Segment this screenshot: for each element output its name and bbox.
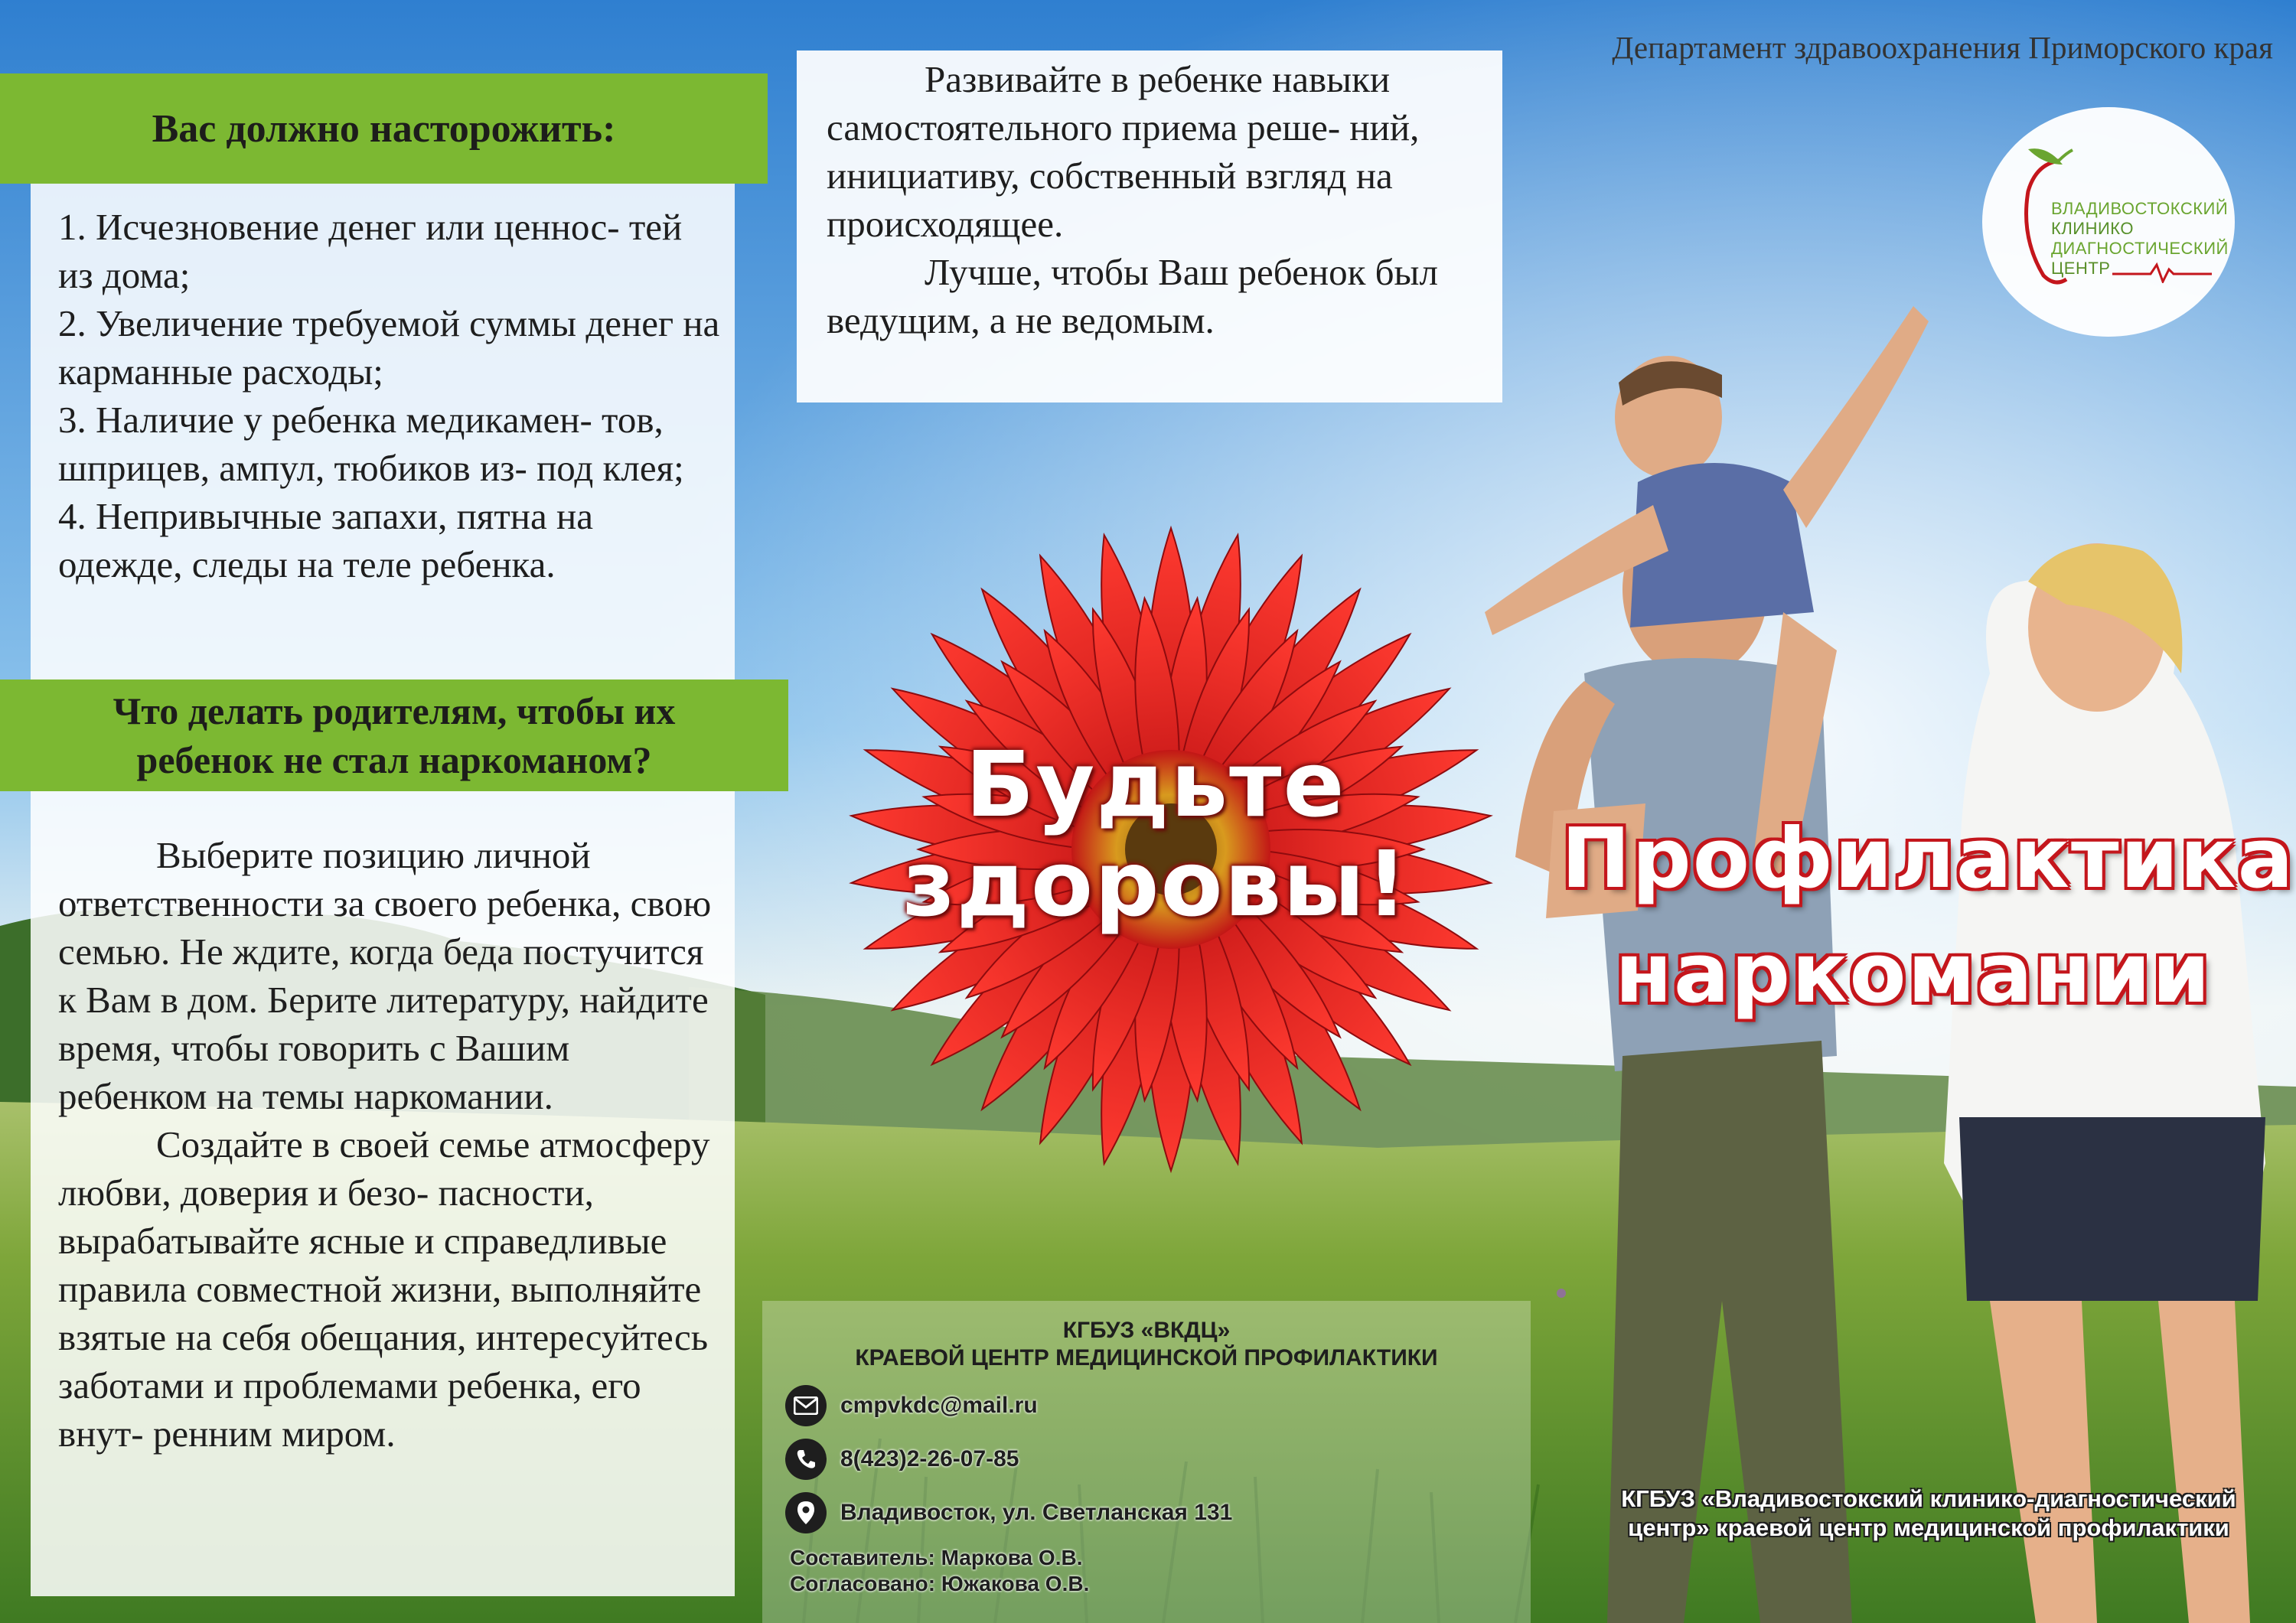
slogan — [880, 732, 1431, 937]
slogan-line2: здоровы! — [902, 831, 1409, 937]
department-name: Департамент здравоохранения Приморского края — [1612, 30, 2273, 65]
parents-heading: Что делать родителям, чтобы их ребенок не стал наркоманом? — [0, 680, 788, 791]
compiler: Составитель: Маркова О.В. — [790, 1546, 1083, 1569]
location-pin-icon — [785, 1492, 827, 1533]
email-link[interactable]: cmpvkdc@mail.ru — [840, 1393, 1038, 1418]
institution-line-2: центр» краевой центр медицинской профилактики — [1628, 1514, 2229, 1541]
institution-caption — [1577, 1484, 2281, 1543]
alert-item: 4. Непривычные запахи, пятна на одежде, следы на теле ребенка. — [58, 495, 593, 585]
logo-text-line4: ЦЕНТР — [2051, 259, 2111, 278]
logo-text-line3: ДИАГНОСТИЧЕСКИЙ — [2051, 239, 2229, 258]
main-title — [1561, 802, 2295, 1031]
parents-paragraph-1: Выберите позицию личной ответственности за своего ребенка, свою семью. Не ждите, когда беда постучится к Вам в дом. Берите литературу, найдите время, чтобы говорить с Вашим ребенком на темы наркомании. — [58, 834, 712, 1117]
org-line-2: КРАЕВОЙ ЦЕНТР МЕДИЦИНСКОЙ ПРОФИЛАКТИКИ — [855, 1345, 1438, 1370]
address-row — [785, 1492, 1232, 1533]
email-row — [785, 1385, 1038, 1426]
alert-item: 3. Наличие у ребенка медикамен- тов, шприцев, ампул, тюбиков из- под клея; — [58, 399, 684, 489]
slogan-line1: Будьте — [965, 732, 1346, 837]
main-title-line2: наркомании — [1615, 926, 2212, 1022]
alert-list — [58, 203, 724, 588]
heartbeat-line-icon — [2112, 260, 2212, 283]
independence-text — [827, 55, 1485, 344]
phone-number[interactable]: 8(423)2-26-07-85 — [840, 1446, 1019, 1471]
logo-text-line1: ВЛАДИВОСТОКСКИЙ — [2051, 199, 2229, 218]
vkdc-logo — [1982, 107, 2235, 337]
parents-paragraph-2: Создайте в своей семье атмосферу любви, доверия и безо- пасности, вырабатывайте ясные и справедливые правила совместной жизни, выполняйте взятые на себя обещания, интересуйтесь заботами и проблемами ребенка, его внут- ренним миром. — [58, 1123, 710, 1455]
logo-text-line2: КЛИНИКО — [2051, 219, 2134, 238]
alert-item: 1. Исчезновение денег или ценнос- тей из дома; — [58, 206, 683, 296]
alert-item: 2. Увеличение требуемой суммы денег на карманные расходы; — [58, 302, 720, 393]
alert-heading: Вас должно насторожить: — [0, 73, 768, 184]
address: Владивосток, ул. Светланская 131 — [840, 1500, 1233, 1525]
phone-icon — [785, 1439, 827, 1480]
email-icon — [785, 1385, 827, 1426]
parents-text — [58, 831, 724, 1458]
independence-paragraph-2: Лучше, чтобы Ваш ребенок был ведущим, а не ведомым. — [827, 251, 1438, 341]
contacts-panel — [762, 1301, 1531, 1623]
approved-by: Согласовано: Южакова О.В. — [790, 1572, 1090, 1595]
institution-line-1: КГБУЗ «Владивостокский клинико-диагностический — [1621, 1485, 2236, 1512]
org-line-1: КГБУЗ «ВКДЦ» — [1062, 1318, 1231, 1343]
independence-paragraph-1: Развивайте в ребенке навыки самостоятельного приема реше- ний, инициативу, собственный взгляд на происходящее. — [827, 58, 1420, 245]
main-title-line1: Профилактика — [1561, 811, 2295, 907]
phone-row — [785, 1439, 1019, 1480]
